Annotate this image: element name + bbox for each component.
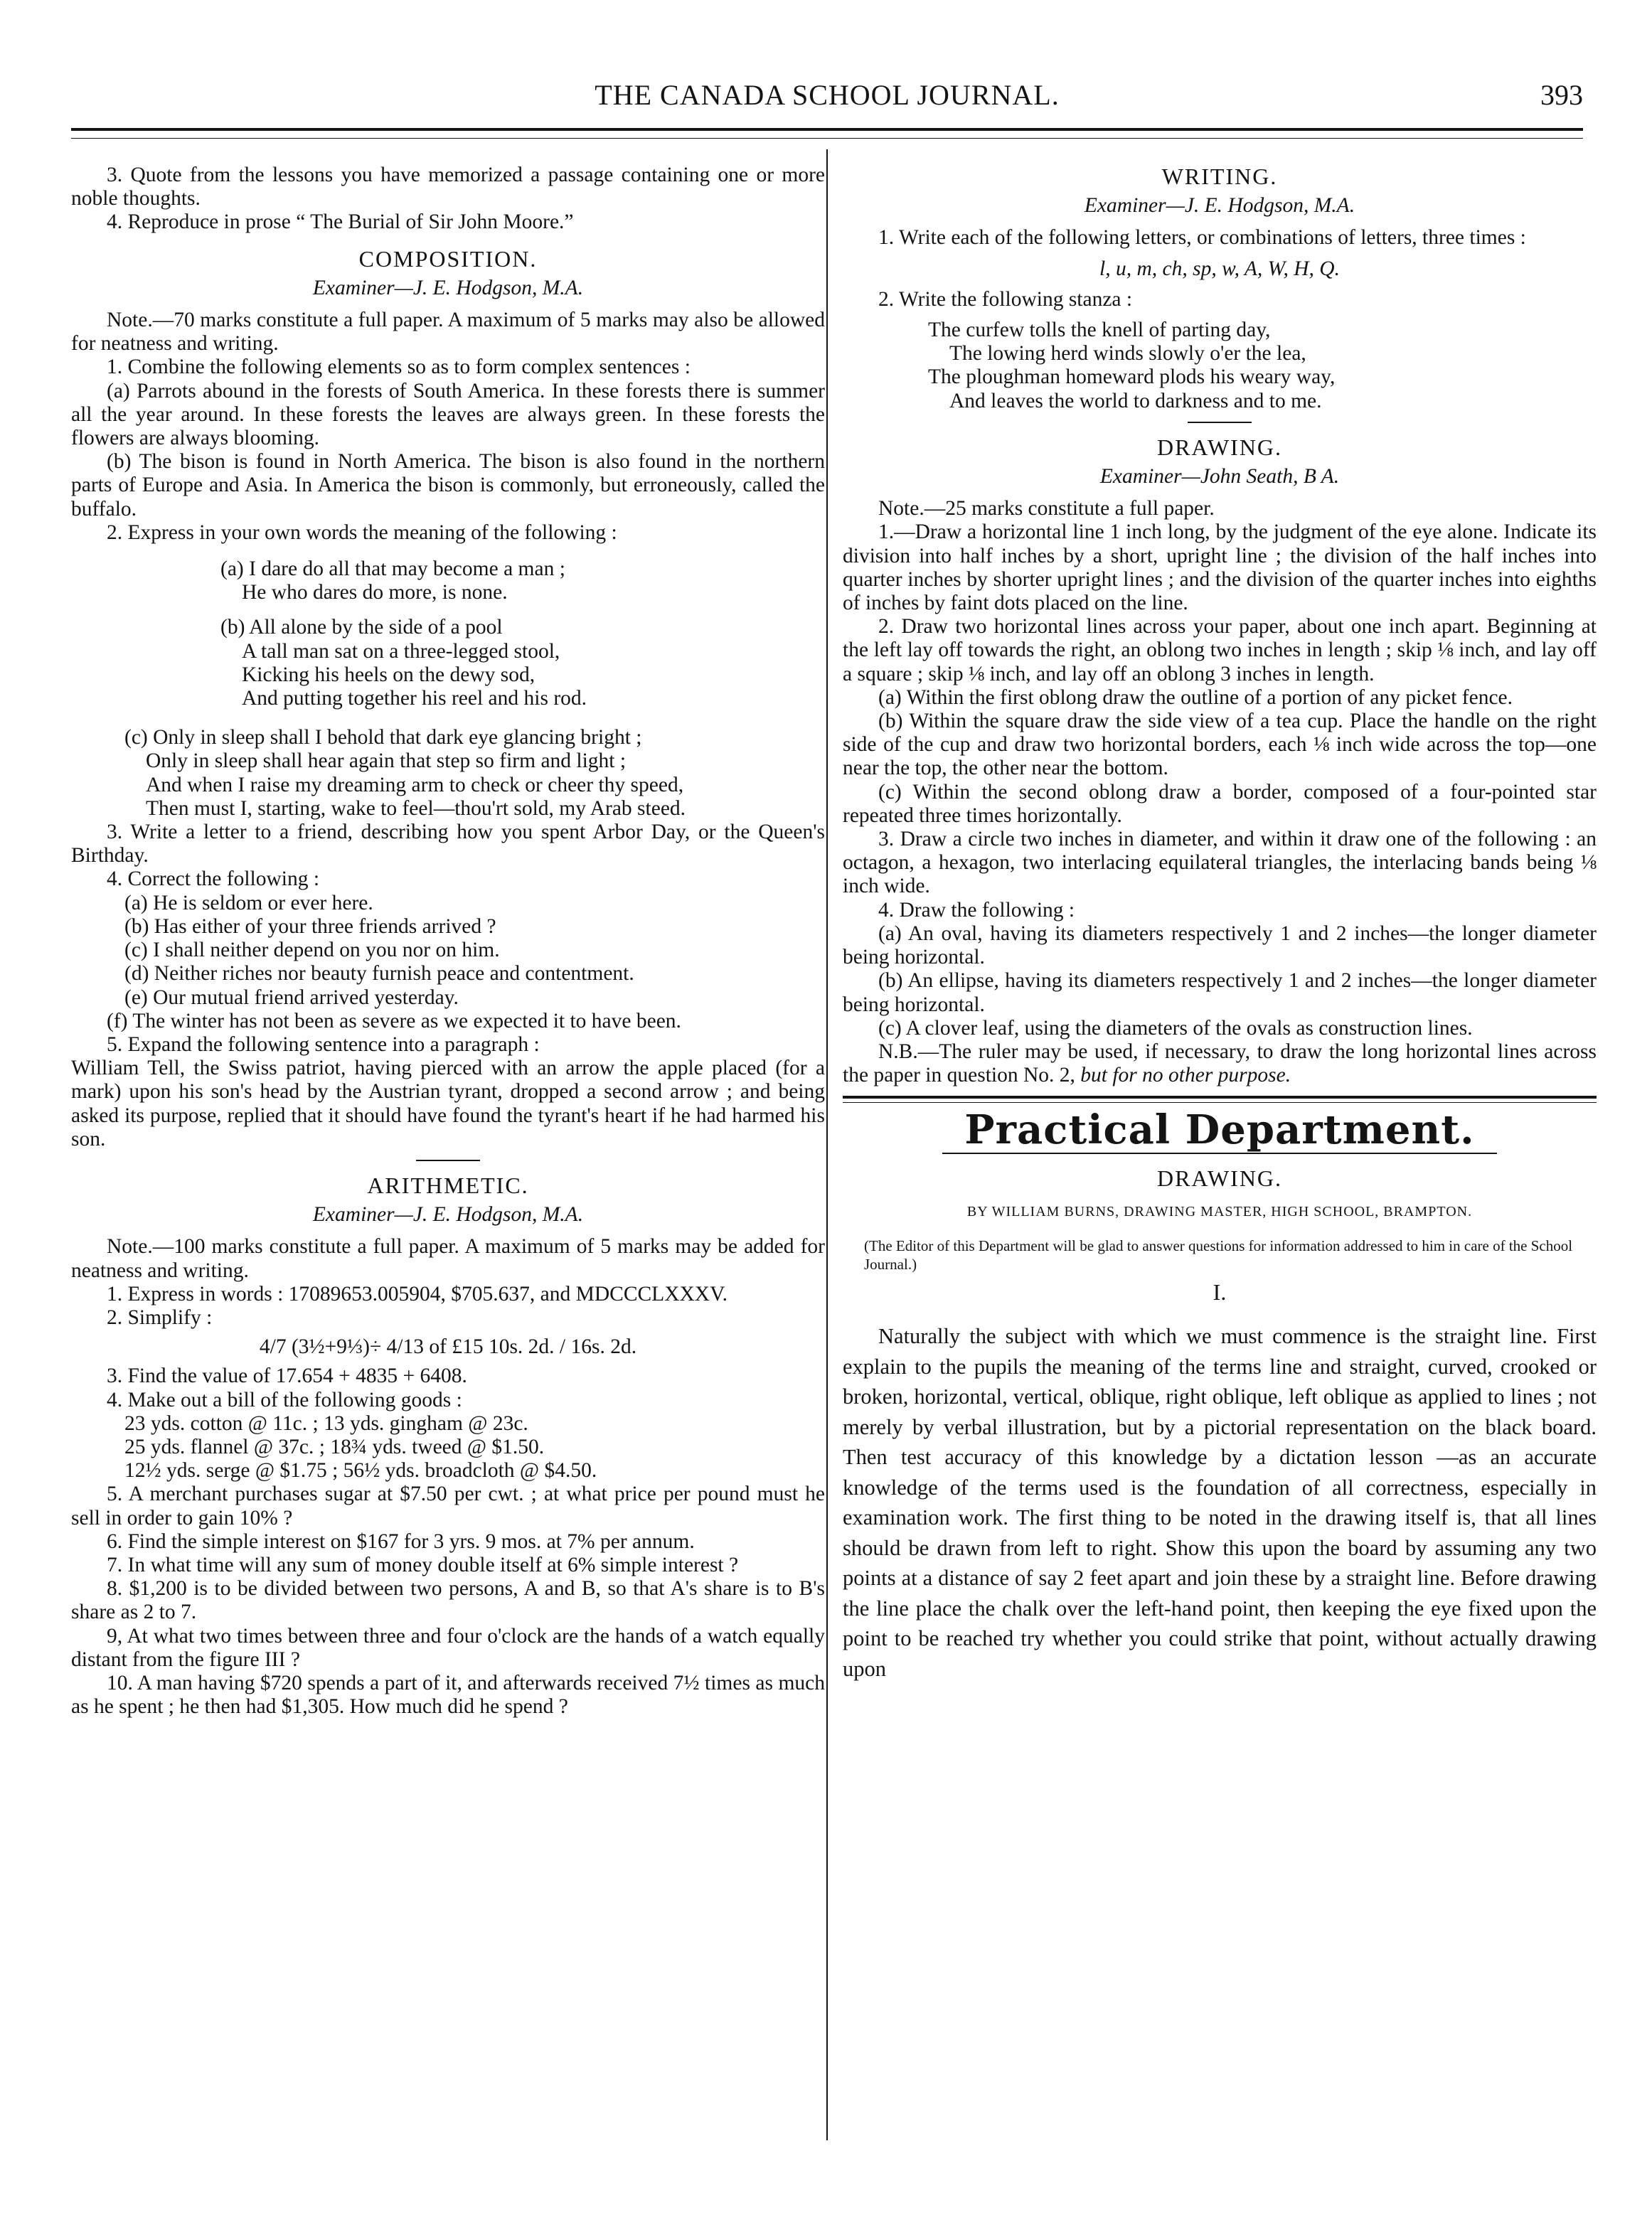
composition-q5-text: William Tell, the Swiss patriot, having pierced with an arrow the apple placed (for a mark) upon his son's head by the Austrian tyrant, dropped a second arrow ; and being asked its purpose, replied that it should have found the tyrant's heart if he had harmed his son.: [71, 1057, 825, 1150]
arithmetic-q7: 7. In what time will any sum of money double itself at 6% simple interest ?: [107, 1553, 739, 1576]
writing-letters: l, u, m, ch, sp, w, A, W, H, Q.: [1099, 257, 1340, 280]
verse-line: He who dares do more, is none.: [242, 581, 508, 604]
composition-q1a: (a) Parrots abound in the forests of South America. In these forests there is summer all the year around. In these forests the leaves are always green. In these forests the flowers are always blooming.: [71, 379, 825, 450]
verse-line: A tall man sat on a three-legged stool,: [242, 639, 560, 663]
composition-q3: 3. Write a letter to a friend, describing how you spent Arbor Day, or the Queen's Birthday.: [71, 821, 825, 867]
composition-q5: 5. Expand the following sentence into a paragraph :: [107, 1032, 540, 1056]
verse-line: And putting together his reel and his rod.: [242, 687, 587, 710]
verse-line: Then must I, starting, wake to feel—thou'rt sold, my Arab steed.: [146, 796, 686, 820]
department-rule-thin: [843, 1102, 1597, 1103]
arithmetic-q8: 8. $1,200 is to be divided between two persons, A and B, so that A's share is to B's share as 2 to 7.: [71, 1577, 825, 1624]
composition-q4: 4. Correct the following :: [107, 867, 320, 891]
composition-q1: 1. Combine the following elements so as to form complex sentences :: [107, 356, 691, 379]
section-number: I.: [1213, 1278, 1227, 1305]
drawing-q2b: (b) Within the square draw the side view of a tea cup. Place the handle on the right side of the cup and draw two horizontal borders, each ⅛ inch wide across the top—one near the top, the other near the bottom.: [843, 710, 1597, 780]
drawing-q4: 4. Draw the following :: [878, 898, 1075, 922]
section-rule: [416, 1160, 480, 1161]
arithmetic-q9: 9, At what two times between three and four o'clock are the hands of a watch equally distant from the figure III ?: [71, 1624, 825, 1671]
arithmetic-q6: 6. Find the simple interest on $167 for 3 yrs. 9 mos. at 7% per annum.: [107, 1529, 695, 1553]
drawing-q2: 2. Draw two horizontal lines across your paper, about one inch apart. Beginning at the left lay off towards the right, an oblong two inches in length ; skip ⅛ inch, and lay off a square ; skip ⅛ inch, and lay off an oblong 3 inches in length.: [843, 615, 1597, 685]
writing-examiner: Examiner—J. E. Hodgson, M.A.: [1084, 194, 1355, 218]
composition-heading: COMPOSITION.: [358, 245, 538, 272]
right-column: [843, 164, 1597, 1684]
arithmetic-q10: 10. A man having $720 spends a part of it, and afterwards received 7½ times as much as he spent ; he then had $1,305. How much did he spend ?: [71, 1671, 825, 1719]
drawing-q4c: (c) A clover leaf, using the diameters of the ovals as construction lines.: [878, 1016, 1473, 1040]
drawing-q1: 1.—Draw a horizontal line 1 inch long, by the judgment of the eye alone. Indicate its division into half inches by a short, upright line ; the division of the half inches into quarter inches by shorter upright lines ; and the division of the quarter inches into eighths of inches by faint dots placed on the line.: [843, 520, 1597, 615]
editor-note: (The Editor of this Department will be glad to answer questions for information addressed to him in care of the School Journal.): [864, 1237, 1573, 1273]
journal-title: THE CANADA SCHOOL JOURNAL.: [595, 79, 1060, 111]
verse-line: Kicking his heels on the dewy sod,: [242, 663, 535, 686]
drawing-examiner: Examiner—John Seath, B A.: [1099, 465, 1340, 488]
left-column: [71, 164, 825, 1719]
arithmetic-q2: 2. Simplify :: [107, 1306, 213, 1329]
writing-q2: 2. Write the following stanza :: [878, 287, 1133, 311]
verse-line: (c) Only in sleep shall I behold that dark eye glancing bright ;: [124, 726, 642, 749]
byline: BY WILLIAM BURNS, DRAWING MASTER, HIGH SCHOOL, BRAMPTON.: [966, 1203, 1473, 1219]
correct-item: (e) Our mutual friend arrived yesterday.: [124, 986, 459, 1009]
composition-examiner: Examiner—J. E. Hodgson, M.A.: [312, 276, 584, 299]
article-body: Naturally the subject with which we must commence is the straight line. First explain to the pupils the meaning of the terms line and straight, curved, crooked or broken, horizontal, vertical, oblique, right oblique, left oblique as applied to lines ; not merely by verbal illustration, but by a pictorial representation on the black board. Then test accuracy of this knowledge by a dictation lesson —as an accurate knowledge of the terms used is the foundation of all correctness, especially in examination work. The first thing to be noted in the drawing itself is, that all lines should be drawn from left to right. Show this upon the board by assuming any two points at a distance of say 2 feet apart and join these by a straight line. Before drawing the line place the chalk over the left-hand point, then keeping the eye fixed upon the point to be reached try whether you could strike that point, without actually drawing upon: [843, 1324, 1597, 1681]
department-rule: [843, 1096, 1597, 1099]
section-rule: [1188, 422, 1252, 423]
page-number: 393: [1540, 79, 1583, 111]
header-rule-thin: [71, 138, 1583, 139]
practical-drawing-heading: DRAWING.: [1156, 1165, 1283, 1191]
page-header: [71, 71, 1583, 121]
arithmetic-q5: 5. A merchant purchases sugar at $7.50 per cwt. ; at what price per pound must he sell in order to gain 10% ?: [71, 1483, 825, 1529]
writing-q1: 1. Write each of the following letters, or combinations of letters, three times :: [878, 226, 1526, 250]
arithmetic-q1: 1. Express in words : 17089653.005904, $705.637, and MDCCCLXXXV.: [107, 1282, 728, 1306]
correct-item: (a) He is seldom or ever here.: [124, 891, 373, 914]
verse-line: (a) I dare do all that may become a man ;: [220, 557, 565, 581]
arithmetic-examiner: Examiner—J. E. Hodgson, M.A.: [312, 1203, 584, 1227]
bill-line: 23 yds. cotton @ 11c. ; 13 yds. gingham @ 23c.: [124, 1411, 528, 1435]
verse-c: [124, 726, 825, 821]
verse-line: (b) All alone by the side of a pool: [220, 616, 503, 639]
arithmetic-q4: 4. Make out a bill of the following goods :: [107, 1388, 462, 1411]
drawing-q4b: (b) An ellipse, having its diameters respectively 1 and 2 inches—the longer diameter being horizontal.: [843, 969, 1597, 1016]
drawing-q3: 3. Draw a circle two inches in diameter, and within it draw one of the following : an octagon, a hexagon, two interlacing equilateral triangles, the interlacing bands being ⅛ inch wide.: [843, 828, 1597, 898]
stanza: [928, 319, 1597, 413]
correct-item: (c) I shall neither depend on you nor on him.: [124, 939, 500, 962]
bill-line: 12½ yds. serge @ $1.75 ; 56½ yds. broadcloth @ $4.50.: [124, 1459, 597, 1483]
column-divider: [826, 149, 828, 2140]
composition-q1b: (b) The bison is found in North America. The bison is also found in the northern parts of Europe and Asia. In America the bison is commonly, but erroneously, called the buffalo.: [71, 450, 825, 520]
correct-item: (b) Has either of your three friends arrived ?: [124, 914, 496, 938]
drawing-note: Note.—25 marks constitute a full paper.: [878, 497, 1215, 520]
arithmetic-note: Note.—100 marks constitute a full paper. A maximum of 5 marks may be added for neatness and writing.: [71, 1235, 825, 1282]
drawing-q2c: (c) Within the second oblong draw a border, composed of a four-pointed star repeated three times horizontally.: [843, 780, 1597, 827]
intro-q3: 3. Quote from the lessons you have memorized a passage containing one or more noble thoughts.: [71, 164, 825, 210]
stanza-line: The lowing herd winds slowly o'er the lea,: [949, 342, 1306, 365]
verse-b: [220, 616, 825, 710]
drawing-q4a: (a) An oval, having its diameters respectively 1 and 2 inches—the longer diameter being horizontal.: [843, 922, 1597, 969]
arithmetic-heading: ARITHMETIC.: [367, 1172, 529, 1198]
composition-q2: 2. Express in your own words the meaning of the following :: [107, 520, 617, 544]
practical-department-heading: Practical Department.: [964, 1106, 1475, 1154]
stanza-line: The ploughman homeward plods his weary way,: [928, 365, 1336, 389]
verse-a: [220, 557, 825, 604]
correct-item: (f) The winter has not been as severe as we expected it to have been.: [107, 1009, 681, 1032]
simplify-expression: 4/7 (3½+9⅓)÷ 4/13 of £15 10s. 2d. / 16s. 2d.: [259, 1335, 637, 1359]
verse-line: And when I raise my dreaming arm to check or cheer thy speed,: [146, 773, 684, 796]
stanza-line: And leaves the world to darkness and to me.: [949, 389, 1322, 412]
intro-q4: 4. Reproduce in prose “ The Burial of Sir John Moore.”: [107, 210, 574, 234]
drawing-exam-heading: DRAWING.: [1156, 434, 1283, 460]
drawing-q2a: (a) Within the first oblong draw the outline of a portion of any picket fence.: [878, 685, 1513, 709]
composition-note: Note.—70 marks constitute a full paper. A maximum of 5 marks may also be allowed for neatness and writing.: [71, 309, 825, 356]
bill-line: 25 yds. flannel @ 37c. ; 18¾ yds. tweed @ $1.50.: [124, 1435, 545, 1458]
stanza-line: The curfew tolls the knell of parting day,: [928, 319, 1271, 342]
arithmetic-q3: 3. Find the value of 17.654 + 4835 + 6408.: [107, 1365, 467, 1388]
nb-emphasis: but for no other purpose.: [1080, 1064, 1291, 1087]
verse-line: Only in sleep shall hear again that step so firm and light ;: [146, 749, 627, 773]
header-rule: [71, 128, 1583, 131]
writing-heading: WRITING.: [1161, 164, 1278, 189]
nb-text: N.B.—The ruler may be used, if necessary, to draw the long horizontal lines across the paper in question No. 2,: [843, 1040, 1597, 1087]
drawing-nb: [843, 1040, 1597, 1087]
correct-item: (d) Neither riches nor beauty furnish peace and contentment.: [124, 962, 634, 986]
